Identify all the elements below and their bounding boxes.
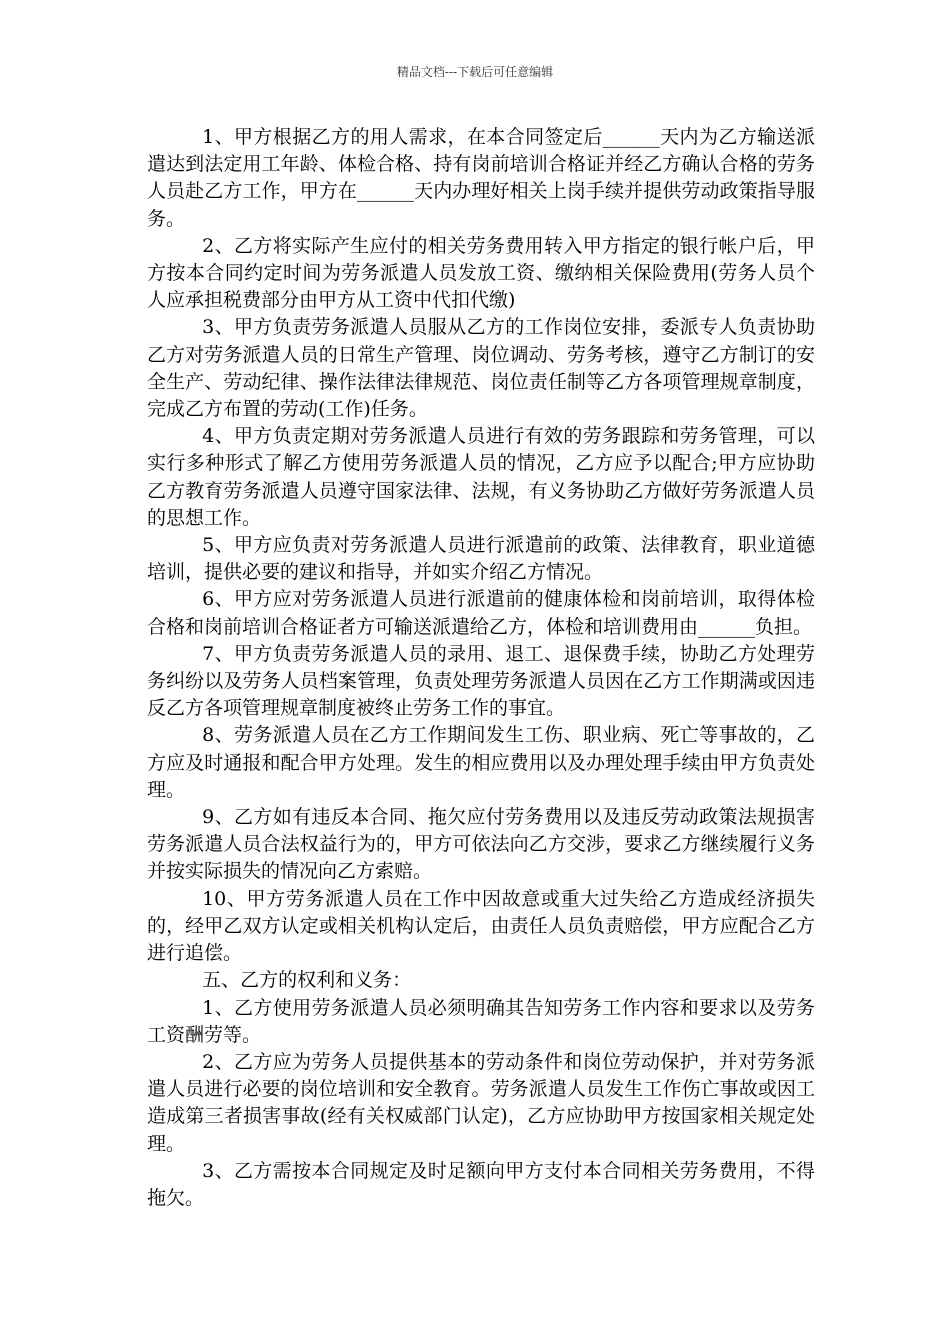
- clause-10: 10、甲方劳务派遣人员在工作中因故意或重大过失给乙方造成经济损失的，经甲乙双方认定或相关机构认定后，由责任人员负责赔偿，甲方应配合乙方进行追偿。: [147, 887, 815, 965]
- party-b-clause-2: 2、乙方应为劳务人员提供基本的劳动条件和岗位劳动保护，并对劳务派遣人员进行必要的岗位培训和安全教育。劳务派遣人员发生工作伤亡事故或因工造成第三者损害事故(经有关权威部门认定)，乙方应协助甲方按国家相关规定处理。: [147, 1050, 815, 1155]
- document-body: [147, 124, 815, 1212]
- clause-8: 8、劳务派遣人员在乙方工作期间发生工伤、职业病、死亡等事故的，乙方应及时通报和配合甲方处理。发生的相应费用以及办理处理手续由甲方负责处理。: [147, 724, 815, 801]
- page-header: 精品文档---下载后可任意编辑: [396, 65, 554, 79]
- clause-4: 4、甲方负责定期对劳务派遣人员进行有效的劳务跟踪和劳务管理，可以实行多种形式了解乙方使用劳务派遣人员的情况，乙方应予以配合;甲方应协助乙方教育劳务派遣人员遵守国家法律、法规，有义务协助乙方做好劳务派遣人员的思想工作。: [147, 425, 815, 529]
- clause-6: 6、甲方应对劳务派遣人员进行派遣前的健康体检和岗前培训，取得体检合格和岗前培训合格证者方可输送派遣给乙方，体检和培训费用由______负担。: [147, 588, 815, 638]
- party-b-clause-1: 1、乙方使用劳务派遣人员必须明确其告知劳务工作内容和要求以及劳务工资酬劳等。: [147, 996, 815, 1046]
- clause-2: 2、乙方将实际产生应付的相关劳务费用转入甲方指定的银行帐户后，甲方按本合同约定时间为劳务派遣人员发放工资、缴纳相关保险费用(劳务人员个人应承担税费部分由甲方从工资中代扣代缴): [147, 234, 815, 312]
- section-heading-party-b: 五、乙方的权利和义务：: [202, 969, 412, 992]
- clause-1: 1、甲方根据乙方的用人需求，在本合同签定后______天内为乙方输送派遣达到法定用工年龄、体检合格、持有岗前培训合格证并经乙方确认合格的劳务人员赴乙方工作，甲方在______天内办理好相关上岗手续并提供劳动政策指导服务。: [147, 126, 815, 230]
- clause-9: 9、乙方如有违反本合同、拖欠应付劳务费用以及违反劳动政策法规损害劳务派遣人员合法权益行为的，甲方可依法向乙方交涉，要求乙方继续履行义务并按实际损失的情况向乙方索赔。: [147, 806, 815, 883]
- clause-3: 3、甲方负责劳务派遣人员服从乙方的工作岗位安排，委派专人负责协助乙方对劳务派遣人员的日常生产管理、岗位调动、劳务考核，遵守乙方制订的安全生产、劳动纪律、操作法律法律规范、岗位责任制等乙方各项管理规章制度，完成乙方布置的劳动(工作)任务。: [147, 316, 815, 421]
- clause-7: 7、甲方负责劳务派遣人员的录用、退工、退保费手续，协助乙方处理劳务纠纷以及劳务人员档案管理，负责处理劳务派遣人员因在乙方工作期满或因违反乙方各项管理规章制度被终止劳务工作的事宜。: [147, 642, 815, 720]
- clause-5: 5、甲方应负责对劳务派遣人员进行派遣前的政策、法律教育，职业道德培训，提供必要的建议和指导，并如实介绍乙方情况。: [147, 534, 815, 584]
- party-b-clause-3: 3、乙方需按本合同规定及时足额向甲方支付本合同相关劳务费用，不得拖欠。: [147, 1159, 815, 1209]
